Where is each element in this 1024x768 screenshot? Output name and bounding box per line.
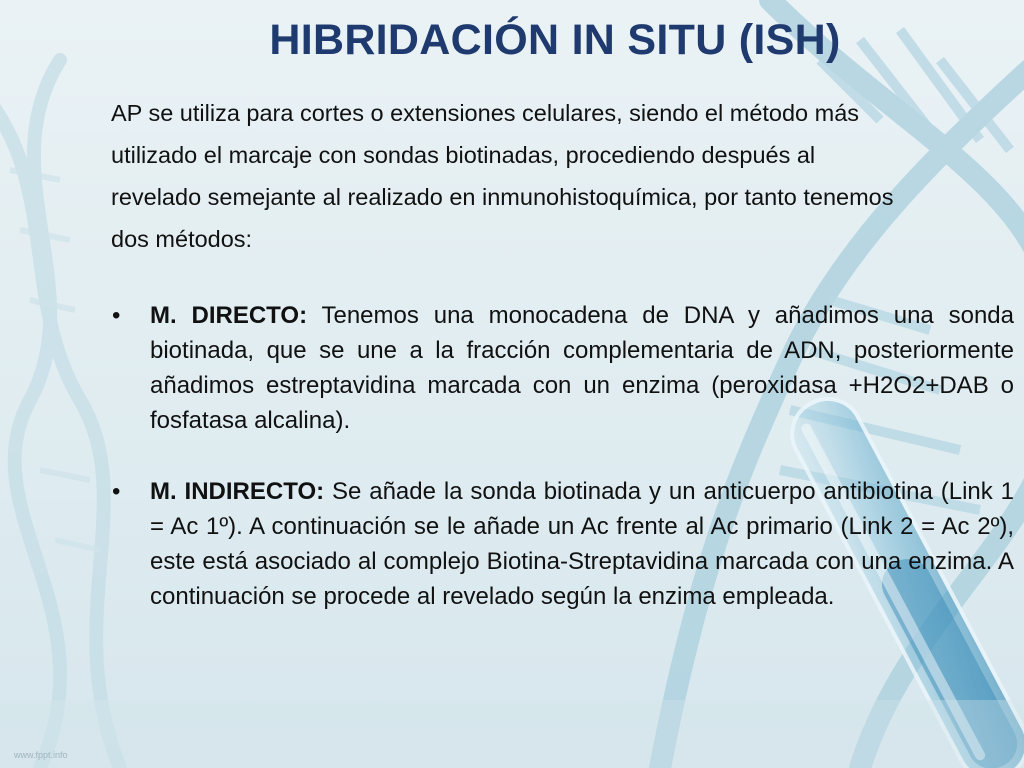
list-item-indirect-method bbox=[112, 474, 1014, 614]
bullet-icon: • bbox=[112, 478, 121, 505]
slide-title: HIBRIDACIÓN IN SITU (ISH) bbox=[269, 16, 841, 64]
method-description: Se añade la sonda biotinada y un anticuerpo antibiotina (Link 1 = Ac 1º). A continuación se le añade un Ac frente al Ac primario (Link 2 = Ac 2º), este está asociado al complejo Biotina-Streptavidina marcada con una enzima. A continuación se procede al revelado según la enzima empleada. bbox=[150, 478, 1014, 610]
method-term: M. DIRECTO: bbox=[150, 302, 308, 329]
method-list bbox=[112, 298, 1014, 650]
list-item-direct-method bbox=[112, 298, 1014, 438]
method-term: M. INDIRECTO: bbox=[150, 478, 325, 505]
bullet-icon: • bbox=[112, 302, 121, 329]
method-description: Tenemos una monocadena de DNA y añadimos una sonda biotinada, que se une a la fracción complementaria de ADN, posteriormente añadimos estreptavidina marcada con un enzima (peroxidasa +H2O2+DAB o fosfatasa alcalina). bbox=[150, 302, 1014, 434]
intro-paragraph: AP se utiliza para cortes o extensiones celulares, siendo el método más utilizado el marcaje con sondas biotinadas, procediendo después al revelado semejante al realizado en inmunohistoquímica, por tanto tenemos dos métodos: bbox=[111, 100, 894, 252]
footer-watermark: www.fppt.info bbox=[14, 750, 68, 760]
